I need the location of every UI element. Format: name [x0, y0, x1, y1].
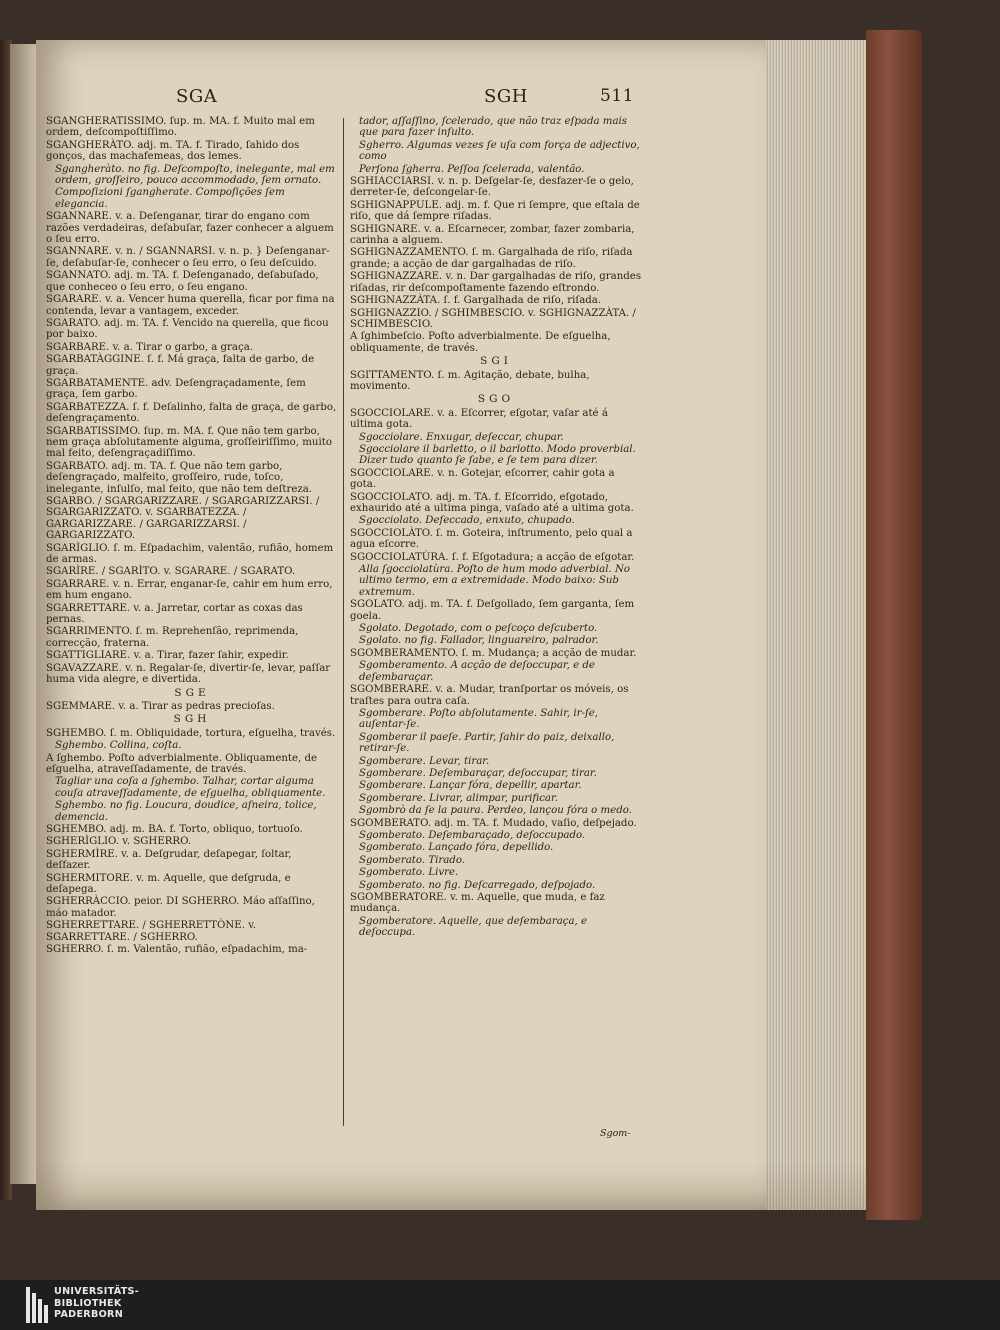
footer-bar	[0, 1280, 1000, 1330]
dictionary-entry: Sgolato. Degotado, com o peſcoço deſcuberto.	[359, 623, 598, 635]
dictionary-entry: SGHIGNAZZAMENTO. ſ. m. Gargalhada de riſo, riſada grande; a acção de dar gargalhadas de riſo.	[350, 247, 633, 270]
page-edges	[766, 40, 866, 1210]
dictionary-entry: SGARÌGLIO. ſ. m. Eſpadachim, valentão, rufião, homem de armas.	[46, 542, 334, 566]
dictionary-entry: Sgocciolare. Enxugar, deſeccar, chupar.	[359, 431, 564, 443]
dictionary-entry: SGARATO. adj. m. TA. f. Vencido na querella, que ficou por baixo.	[46, 317, 329, 341]
left-page-edge	[10, 44, 39, 1184]
running-head-center: SGH	[484, 86, 528, 107]
dictionary-entry: SGOCCIOLARE. v. n. Gotejar, eſcorrer, cahir gota a gota.	[350, 467, 615, 491]
dictionary-entry: SGANNATO. adj. m. TA. f. Deſenganado, deſabuſado, que conheceo o ſeu erro, o ſeu engano.	[46, 270, 319, 293]
dictionary-entry: Sghembo. Collina, coſta.	[55, 740, 182, 752]
dictionary-entry: Sgombrò da ſe la paura. Perdeo, lançou fóra o medo.	[359, 805, 632, 817]
dictionary-entry: SGHIGNAZZARE. v. n. Dar gargalhadas de riſo, grandes riſadas, rir deſcompoſtamente fazendo eſtrondo.	[350, 271, 642, 294]
dictionary-entry: Compoſizioni ſgangherate. Compoſições ſem elegancia.	[55, 187, 285, 210]
dictionary-entry: SGHIGNARE. v. a. Eſcarnecer, zombar, fazer zombaria, carinha a alguem.	[350, 223, 635, 247]
dictionary-entry: SGHEMBO. adj. m. BA. f. Torto, obliquo, tortuoſo.	[46, 823, 303, 835]
dictionary-entry: Sgomberar il paeſe. Partir, ſahir do paiz, deixallo, retirar-ſe.	[359, 731, 615, 755]
dictionary-entry: SGHIGNAPPULE. adj. m. f. Que ri ſempre, que eſtala de riſo, que dá ſempre riſadas.	[350, 199, 640, 223]
dictionary-entry: SGARBATO. adj. m. TA. f. Que não tem garbo, deſengraçado, malfeito, groſſeiro, rude, toſco, inelegante, inſulſo, mal feito, que não tem deſtreza.	[46, 460, 313, 495]
section-heading-sgh: SGH	[173, 713, 211, 726]
dictionary-entry: Sgomberatore. Aquelle, que deſembaraça, e deſoccupa.	[359, 915, 588, 939]
section-heading-sgo: SGO	[477, 393, 515, 406]
section-heading-sge: SGE	[174, 686, 210, 699]
library-name-line1: UNIVERSITÄTS-	[54, 1286, 140, 1297]
dictionary-entry: A ſghembo. Poſto adverbialmente. Obliquamente, de eſguelha, atraveſſadamente, de través.	[46, 752, 318, 775]
section-heading-sgi: SGI	[480, 355, 512, 368]
dictionary-entry: SGHIGNAZZIO. / SGHIMBESCIO. v. SGHIGNAZZÀTA. / SCHIMBESCIO.	[350, 307, 636, 330]
dictionary-entry: SGHERRO. ſ. m. Valentão, rufião, eſpadachim, ma-	[46, 944, 308, 956]
dictionary-entry: SGOMBERARE. v. a. Mudar, tranſportar os móveis, os traſtes para outra caſa.	[350, 684, 629, 707]
library-name-line2: BIBLIOTHEK	[54, 1297, 122, 1309]
dictionary-entry: Sgocciolato. Deſeccado, enxuto, chupado.	[359, 515, 575, 527]
dictionary-entry: Sgangheràto. no fig. Deſcompoſto, inelegante, mal em ordem, groſſeiro, pouco accommodado, ſem ornato.	[55, 163, 335, 187]
dictionary-entry: SGARRIMENTO. ſ. m. Reprehenſão, reprimenda, correcção, fraterna.	[46, 626, 299, 649]
dictionary-entry: Sghembo. no fig. Loucura, doudice, aſneira, tolice, demencia.	[55, 800, 317, 823]
dictionary-entry: Sgomberato. Deſembaraçado, deſoccupado.	[359, 829, 586, 841]
dictionary-entry: SGOCCIOLÀTO. ſ. m. Goteira, inſtrumento, pelo qual a agua eſcorre.	[350, 527, 633, 551]
dictionary-entry: Sgomberato. Tirado.	[359, 854, 466, 866]
dictionary-entry: SGOLATO. adj. m. TA. f. Deſgollado, ſem garganta, ſem goela.	[350, 599, 635, 622]
dictionary-entry: Sgomberare. Livrar, alimpar, purificar.	[359, 792, 558, 804]
dictionary-entry: SGOMBERAMENTO. ſ. m. Mudança; a acção de mudar.	[350, 647, 637, 659]
page-number: 511	[600, 86, 634, 106]
dictionary-entry: SGHERMÌRE. v. a. Deſgrudar, deſapegar, ſoltar, deſfazer.	[46, 848, 292, 872]
dictionary-entry: SGHERÌGLIO. v. SGHERRO.	[46, 836, 192, 848]
dictionary-entry: Sgomberare. Deſembaraçar, deſoccupar, tirar.	[359, 767, 597, 779]
dictionary-entry: Sgomberamento. A acção de deſoccupar, e de deſembaraçar.	[359, 660, 595, 683]
dictionary-entry: SGANGHERATISSIMO. ſup. m. MA. f. Muito mal em ordem, deſcompoſtiſſimo.	[46, 116, 315, 139]
column-rule	[343, 118, 344, 1126]
dictionary-entry: Sgherro. Algumas vezes ſe uſa com força de adjectivo, como	[359, 139, 640, 163]
dictionary-entry: SGARBATAMENTE. adv. Deſengraçadamente, ſem graça, ſem garbo.	[46, 377, 306, 401]
dictionary-entry: SGARARE. v. a. Vencer huma querella, ficar por fima na contenda, levar a vantagem, exceder.	[46, 294, 335, 317]
dictionary-entry: SGARBATEZZA. ſ. f. Deſalinho, falta de graça, de garbo, deſengraçamento.	[46, 401, 337, 425]
right-column	[350, 116, 642, 1126]
dictionary-entry: SGHIACCIARSI. v. n. p. Deſgelar-ſe, desfazer-ſe o gelo, derreter-ſe, deſcongelar-ſe.	[350, 176, 634, 199]
dictionary-entry: SGANNARE. v. a. Deſenganar, tirar do engano com razões verdadeiras, deſabuſar, fazer conhecer a alguem o ſeu erro.	[46, 211, 334, 246]
dictionary-entry: SGHEMBO. ſ. m. Obliquidade, tortura, eſguelha, través.	[46, 727, 336, 739]
dictionary-entry: SGOMBERATO. adj. m. TA. f. Mudado, vaſio, deſpejado.	[350, 817, 637, 829]
right-cover	[866, 30, 922, 1220]
dictionary-entry: Sgomberato. Livre.	[359, 867, 459, 879]
dictionary-entry: SGATTIGLIARE. v. a. Tirar, fazer ſahir, expedir.	[46, 650, 289, 662]
running-head-left: SGA	[176, 86, 218, 107]
dictionary-entry: SGANGHERÀTO. adj. m. TA. f. Tirado, ſahido dos gonços, das machafemeas, dos lemes.	[46, 139, 300, 163]
dictionary-entry: Sgomberato. no fig. Deſcarregado, deſpojado.	[359, 879, 596, 891]
dictionary-entry: Sgomberato. Lançado fóra, depellido.	[359, 842, 554, 854]
catchword: Sgom-	[600, 1128, 631, 1139]
dictionary-entry: SGARBARE. v. a. Tirar o garbo, a graça.	[46, 341, 254, 353]
dictionary-entry: Sgomberare. Levar, tirar.	[359, 755, 490, 767]
dictionary-entry: Sgolato. no fig. Fallador, linguareiro, palrador.	[359, 635, 599, 647]
dictionary-entry: A ſghimbeſcio. Poſto adverbialmente. De eſguelha, obliquamente, de través.	[350, 331, 611, 354]
dictionary-entry: Sgomberare. Lançar fóra, depellir, apartar.	[359, 780, 582, 792]
dictionary-entry: SGARRETTARE. v. a. Jarretar, cortar as coxas das pernas.	[46, 602, 303, 626]
dictionary-entry: SGARBATISSIMO. ſup. m. MA. f. Que não tem garbo, nem graça abſolutamente alguma, groſſeiriſſimo, muito mal feito, deſengraçadiſſimo.	[46, 425, 332, 460]
dictionary-entry: SGOCCIOLATO. adj. m. TA. f. Eſcorrido, eſgotado, exhaurido até a ultima pinga, vaſado até a ultima gota.	[350, 491, 634, 514]
dictionary-entry: SGHERRÀCCIO. peior. DI SGHERRO. Máo aſſaſſino, máo matador.	[46, 896, 315, 919]
dictionary-entry: Sgocciolare il barletto, o il barlotto. Modo proverbial. Dizer tudo quanto ſe ſabe, e ſe tem para dizer.	[359, 443, 636, 467]
dictionary-entry: SGOMBERATORE. v. m. Aquelle, que muda, e faz mudança.	[350, 892, 605, 915]
dictionary-entry: SGEMMARE. v. a. Tirar as pedras precioſas.	[46, 700, 275, 712]
dictionary-entry: SGHERMITORE. v. m. Aquelle, que deſgruda, e deſapega.	[46, 872, 291, 895]
dictionary-entry: SGANNARE. v. n. / SGANNARSI. v. n. p. } Deſenganar-ſe, deſabuſar-ſe, conhecer o ſeu erro, o ſeu deſcuido.	[46, 246, 330, 269]
dictionary-entry: SGOCCIOLARE. v. a. Eſcorrer, eſgotar, vaſar até á ultima gota.	[350, 407, 608, 431]
library-logo-icon	[26, 1287, 48, 1323]
dictionary-entry: tador, aſſaſſino, ſcelerado, que não traz eſpada mais que para fazer inſulto.	[359, 116, 628, 139]
dictionary-entry: SGITTAMENTO. ſ. m. Agitação, debate, bulha, movimento.	[350, 369, 590, 392]
dictionary-entry: SGAVAZZARE. v. n. Regalar-ſe, divertir-ſe, levar, paſſar huma vida alegre, e divertida.	[46, 662, 331, 686]
dictionary-entry: Tagliar una coſa a ſghembo. Talhar, cortar alguma couſa atraveſſadamente, de eſguelha, obliquamente.	[55, 776, 326, 799]
dictionary-entry: SGARBO. / SGARGARIZZARE. / SGARGARIZZARSI. / SGARGARIZZATO. v. SGARBATEZZA. / GARGARIZZARE. / GARGARIZZARSI. / GARGARIZZATO.	[46, 496, 320, 542]
library-name-line3: PADERBORN	[54, 1309, 124, 1320]
dictionary-entry: SGARRARE. v. n. Errar, enganar-ſe, cahir em hum erro, em hum engano.	[46, 578, 333, 602]
dictionary-entry: SGOCCIOLATÙRA. ſ. f. Eſgotadura; a acção de eſgotar.	[350, 551, 635, 563]
page-shadow	[36, 1160, 866, 1210]
dictionary-entry: SGHIGNAZZÀTA. ſ. f. Gargalhada de riſo, riſada.	[350, 295, 602, 307]
dictionary-entry: Perſona ſgherra. Peſſoa ſcelerada, valentão.	[359, 163, 585, 175]
left-column	[46, 116, 338, 1126]
dictionary-entry: SGHERRETTARE. / SGHERRETTÒNE. v. SGARRETTARE. / SGHERRO.	[46, 920, 257, 943]
dictionary-entry: Sgomberare. Poſto abſolutamente. Sahir, ir-ſe, auſentar-ſe.	[359, 707, 599, 731]
dictionary-entry: Alla ſgocciolatùra. Poſto de hum modo adverbial. No ultimo termo, em a extremidade. Modo baixo: Sub extremum.	[359, 564, 631, 598]
library-name	[54, 1286, 139, 1321]
dictionary-entry: SGARBATÀGGINE. ſ. f. Má graça, falta de garbo, de graça.	[46, 354, 315, 377]
dictionary-entry: SGARÌRE. / SGARÌTO. v. SGARARE. / SGARATO.	[46, 566, 296, 578]
